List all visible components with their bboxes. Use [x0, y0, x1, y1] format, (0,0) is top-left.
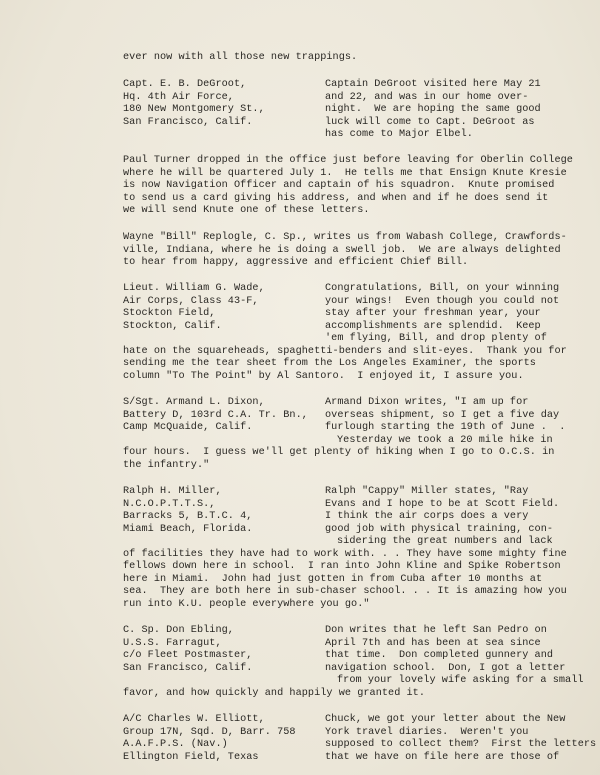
continuation-line: of facilities they have had to work with. . . They have some mighty fine [123, 549, 567, 560]
note-line: overseas shipment, so I get a five day [325, 410, 560, 421]
note-line: Armand Dixon writes, "I am up for [325, 397, 529, 408]
address-line: Stockton Field, [123, 308, 216, 319]
note-line: luck will come to Capt. DeGroot as [325, 117, 535, 128]
note-line: I think the air corps does a very [325, 511, 529, 522]
note-line: supposed to collect them? First the letters [325, 739, 597, 750]
address-line: Hq. 4th Air Force, [123, 92, 234, 103]
paragraph-line: where he will be quartered July 1. He tells me that Ensign Knute Kresie [123, 168, 567, 179]
note-line: York travel diaries. Weren't you [325, 727, 529, 738]
intro-line: ever now with all those new trappings. [123, 52, 358, 63]
paragraph-line: Wayne "Bill" Replogle, C. Sp., writes us from Wabash College, Crawfords- [123, 232, 567, 243]
continuation-line: sending me the tear sheet from the Los Angeles Examiner, the sports [123, 358, 536, 369]
address-line: Stockton, Calif. [123, 321, 222, 332]
address-line: 180 New Montgomery St., [123, 104, 265, 115]
address-line: Miami Beach, Florida. [123, 524, 253, 535]
note-line: Evans and I hope to be at Scott Field. [325, 499, 560, 510]
note-line: that we have on file here are those of [325, 752, 560, 763]
paragraph-line: to hear from happy, aggressive and efficient Chief Bill. [123, 257, 469, 268]
note-line: Don writes that he left San Pedro on [325, 625, 547, 636]
address-line: Capt. E. B. DeGroot, [123, 79, 247, 90]
address-line: N.C.O.P.T.T.S., [123, 499, 216, 510]
address-line: Camp McQuaide, Calif. [123, 422, 253, 433]
address-line: San Francisco, Calif. [123, 663, 253, 674]
address-line: A/C Charles W. Elliott, [123, 714, 265, 725]
address-line: Ellington Field, Texas [123, 752, 259, 763]
address-line: Group 17N, Sqd. D, Barr. 758 [123, 727, 296, 738]
note-line: good job with physical training, con- [325, 524, 554, 535]
note-line: stay after your freshman year, your [325, 308, 541, 319]
paragraph-line: we will send Knute one of these letters. [123, 205, 370, 216]
note-line: Congratulations, Bill, on your winning [325, 283, 560, 294]
note-line: and 22, and was in our home over- [325, 92, 529, 103]
continuation-line: favor, and how quickly and happily we granted it. [123, 688, 426, 699]
note-line: that time. Don completed gunnery and [325, 650, 554, 661]
note-line: navigation school. Don, I got a letter [325, 663, 566, 674]
note-line: accomplishments are splendid. Keep [325, 321, 541, 332]
address-line: San Francisco, Calif. [123, 117, 253, 128]
address-line: Barracks 5, B.T.C. 4, [123, 511, 253, 522]
address-line: A.A.F.P.S. (Nav.) [123, 739, 228, 750]
note-line: your wings! Even though you could not [325, 296, 560, 307]
continuation-line: here in Miami. John had just gotten in from Cuba after 10 months at [123, 574, 543, 585]
continuation-line: column "To The Point" by Al Santoro. I enjoyed it, I assure you. [123, 371, 524, 382]
note-line: furlough starting the 19th of June . . [325, 422, 566, 433]
note-line: night. We are hoping the same good [325, 104, 541, 115]
address-line: Ralph H. Miller, [123, 486, 222, 497]
address-line: S/Sgt. Armand L. Dixon, [123, 397, 265, 408]
note-line: Yesterday we took a 20 mile hike in [337, 435, 553, 446]
continuation-line: the infantry." [123, 460, 210, 471]
address-line: Lieut. William G. Wade, [123, 283, 265, 294]
note-line: Ralph "Cappy" Miller states, "Ray [325, 486, 529, 497]
continuation-line: fellows down here in school. I ran into John Kline and Spike Robertson [123, 561, 561, 572]
paragraph-line: Paul Turner dropped in the office just before leaving for Oberlin College [123, 155, 573, 166]
continuation-line: four hours. I guess we'll get plenty of hiking when I go to O.C.S. in [123, 447, 555, 458]
address-line: C. Sp. Don Ebling, [123, 625, 234, 636]
note-line: has come to Major Elbel. [325, 129, 473, 140]
note-line: April 7th and has been at sea since [325, 638, 541, 649]
note-line: Captain DeGroot visited here May 21 [325, 79, 541, 90]
address-line: c/o Fleet Postmaster, [123, 650, 253, 661]
address-line: U.S.S. Farragut, [123, 638, 222, 649]
note-line: from your lovely wife asking for a small [337, 675, 584, 686]
address-line: Battery D, 103rd C.A. Tr. Bn., [123, 410, 308, 421]
note-line: Chuck, we got your letter about the New [325, 714, 566, 725]
paragraph-line: to send us a card giving his address, and when and if he does send it [123, 193, 549, 204]
continuation-line: sea. They are both here in sub-chaser school. . . It is amazing how you [123, 586, 567, 597]
note-line: 'em flying, Bill, and drop plenty of [325, 333, 547, 344]
paragraph-line: is now Navigation Officer and captain of his squadron. Knute promised [123, 180, 555, 191]
note-line: sidering the great numbers and lack [337, 536, 553, 547]
paragraph-line: ville, Indiana, where he is doing a swell job. We are always delighted [123, 245, 561, 256]
address-line: Air Corps, Class 43-F, [123, 296, 259, 307]
continuation-line: run into K.U. people everywhere you go." [123, 599, 370, 610]
continuation-line: hate on the squareheads, spaghetti-benders and slit-eyes. Thank you for [123, 346, 567, 357]
